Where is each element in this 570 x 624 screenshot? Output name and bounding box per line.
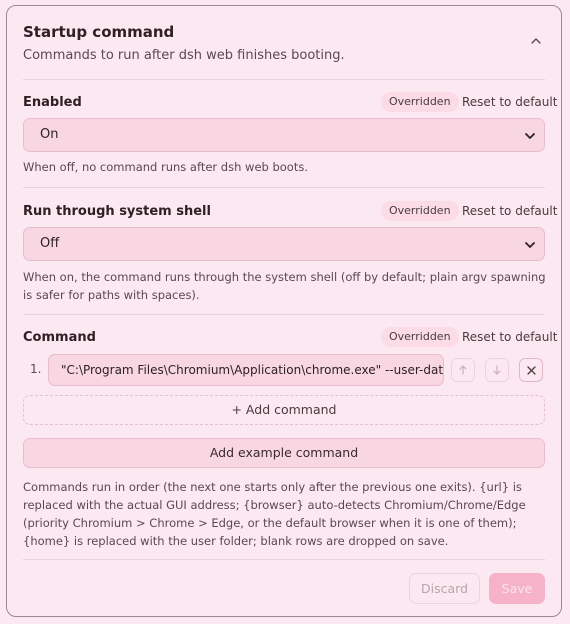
move-down-button[interactable] <box>485 358 509 382</box>
close-icon <box>526 365 537 376</box>
divider <box>23 559 545 560</box>
section-title: Startup command <box>23 23 175 41</box>
divider <box>23 187 545 188</box>
enabled-label: Enabled <box>23 95 82 110</box>
shell-reset-button[interactable]: Reset to default <box>462 204 558 218</box>
chevron-down-icon <box>524 239 536 251</box>
shell-label: Run through system shell <box>23 204 211 219</box>
shell-select[interactable] <box>23 227 545 261</box>
arrow-down-icon <box>492 365 502 375</box>
arrow-up-icon <box>458 365 468 375</box>
section-description: Commands to run after dsh web finishes booting. <box>23 48 345 63</box>
shell-select-value: Off <box>40 236 60 251</box>
enabled-select[interactable] <box>23 118 545 152</box>
shell-overridden-badge: Overridden <box>381 201 459 221</box>
save-button[interactable]: Save <box>489 573 545 604</box>
enabled-help: When off, no command runs after dsh web boots. <box>23 160 308 174</box>
command-overridden-badge: Overridden <box>381 327 459 347</box>
command-help: Commands run in order (the next one starts only after the previous one exits). {url} is replaced with the actual GUI address; {browser} auto-detects Chromium/Chrome/Edge (priority Chromium > Chrome > Edge, or the default browser when it is one of them); {home} is replaced with the user folder; blank rows are dropped on save. <box>23 480 526 548</box>
divider <box>23 314 545 315</box>
divider <box>23 79 545 80</box>
startup-command-panel <box>6 5 562 617</box>
remove-row-button[interactable] <box>519 358 543 382</box>
discard-button[interactable]: Discard <box>409 573 480 604</box>
enabled-reset-button[interactable]: Reset to default <box>462 95 558 109</box>
chevron-down-icon <box>524 130 536 142</box>
command-label: Command <box>23 330 96 345</box>
enabled-overridden-badge: Overridden <box>381 92 459 112</box>
add-example-command-button[interactable]: Add example command <box>23 438 545 468</box>
shell-help: When on, the command runs through the system shell (off by default; plain argv spawning is safer for paths with spaces). <box>23 270 546 302</box>
command-row-index: 1. <box>30 362 42 376</box>
command-input[interactable]: "C:\Program Files\Chromium\Application\chrome.exe" --user-dat <box>48 354 444 386</box>
move-up-button[interactable] <box>451 358 475 382</box>
command-reset-button[interactable]: Reset to default <box>462 330 558 344</box>
chevron-up-icon[interactable] <box>529 34 543 48</box>
enabled-select-value: On <box>40 127 59 142</box>
add-command-button[interactable]: + Add command <box>23 395 545 425</box>
